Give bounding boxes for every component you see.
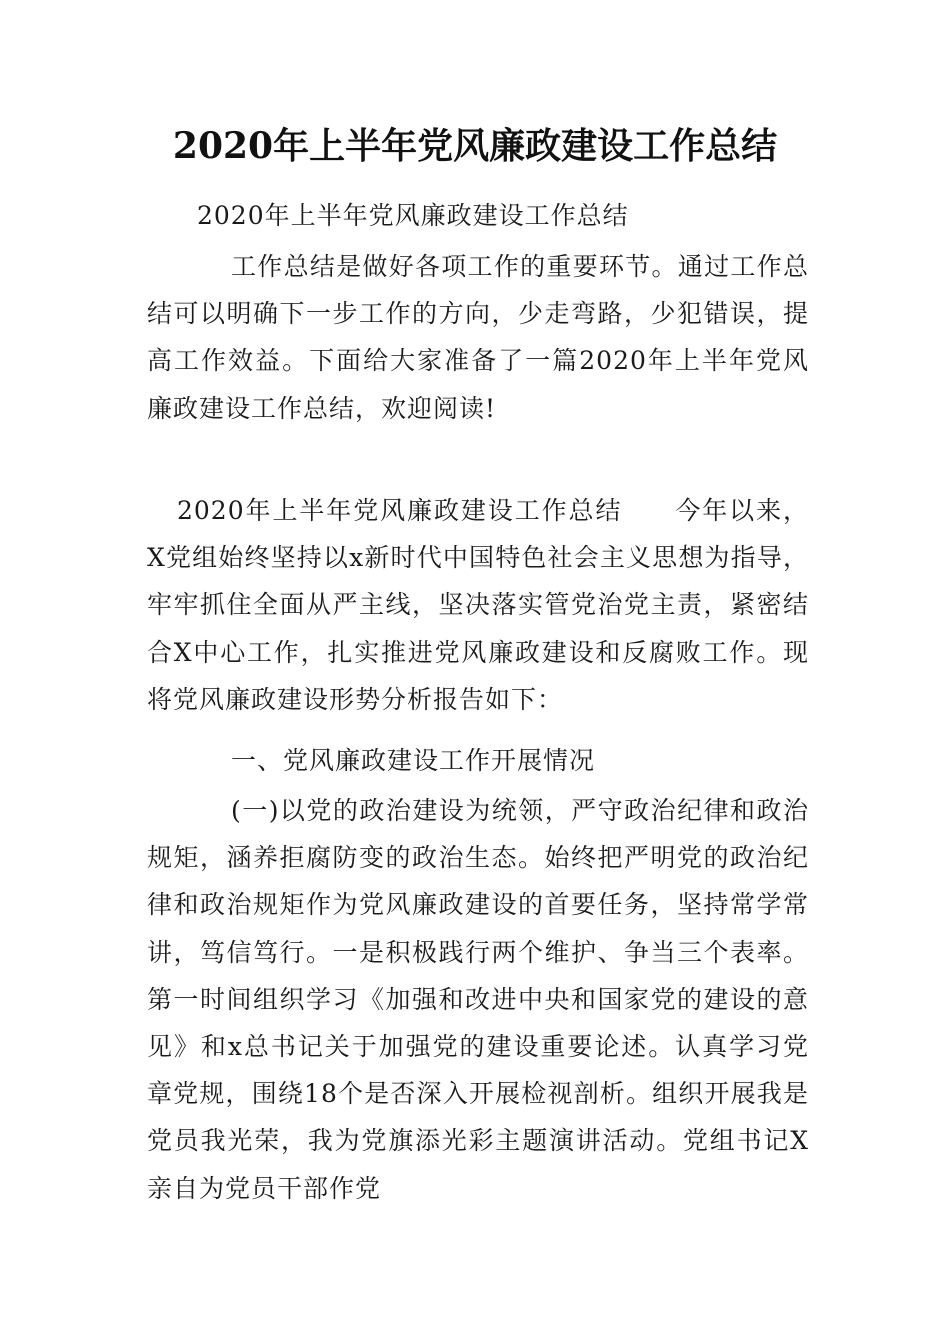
intro-paragraph: 工作总结是做好各项工作的重要环节。通过工作总结可以明确下一步工作的方向，少走弯路，少犯错误，提高工作效益。下面给大家准备了一篇2020年上半年党风廉政建设工作总结，欢迎阅读! [147, 252, 809, 423]
main-heading-inline: 2020年上半年党风廉政建设工作总结 [177, 496, 623, 525]
document-title: 2020年上半年党风廉政建设工作总结 [172, 125, 778, 167]
document-subtitle: 2020年上半年党风廉政建设工作总结 [197, 201, 629, 230]
section-heading-1: 一、党风廉政建设工作开展情况 [231, 746, 596, 775]
section-1-item-1-paragraph: (一)以党的政治建设为统领，严守政治纪律和政治规矩，涵养拒腐防变的政治生态。始终把严明党的政治纪律和政治规矩作为党风廉政建设的首要任务，坚持常学常讲，笃信笃行。一是积极践行两个维护、争当三个表率。第一时间组织学习《加强和改进中央和国家党的建设的意见》和x总书记关于加强党的建设重要论述。认真学习党章党规，围绕18个是否深入开展检视剖析。组织开展我是党员我光荣，我为党旗添光彩主题演讲活动。党组书记X亲自为党员干部作党 [147, 796, 809, 1203]
main-paragraph [147, 487, 809, 723]
main-body-text: 今年以来，X党组始终坚持以x新时代中国特色社会主义思想为指导，牢牢抓住全面从严主线，坚决落实管党治党主责，紧密结合X中心工作，扎实推进党风廉政建设和反腐败工作。现将党风廉政建设形势分析报告如下： [147, 496, 809, 714]
